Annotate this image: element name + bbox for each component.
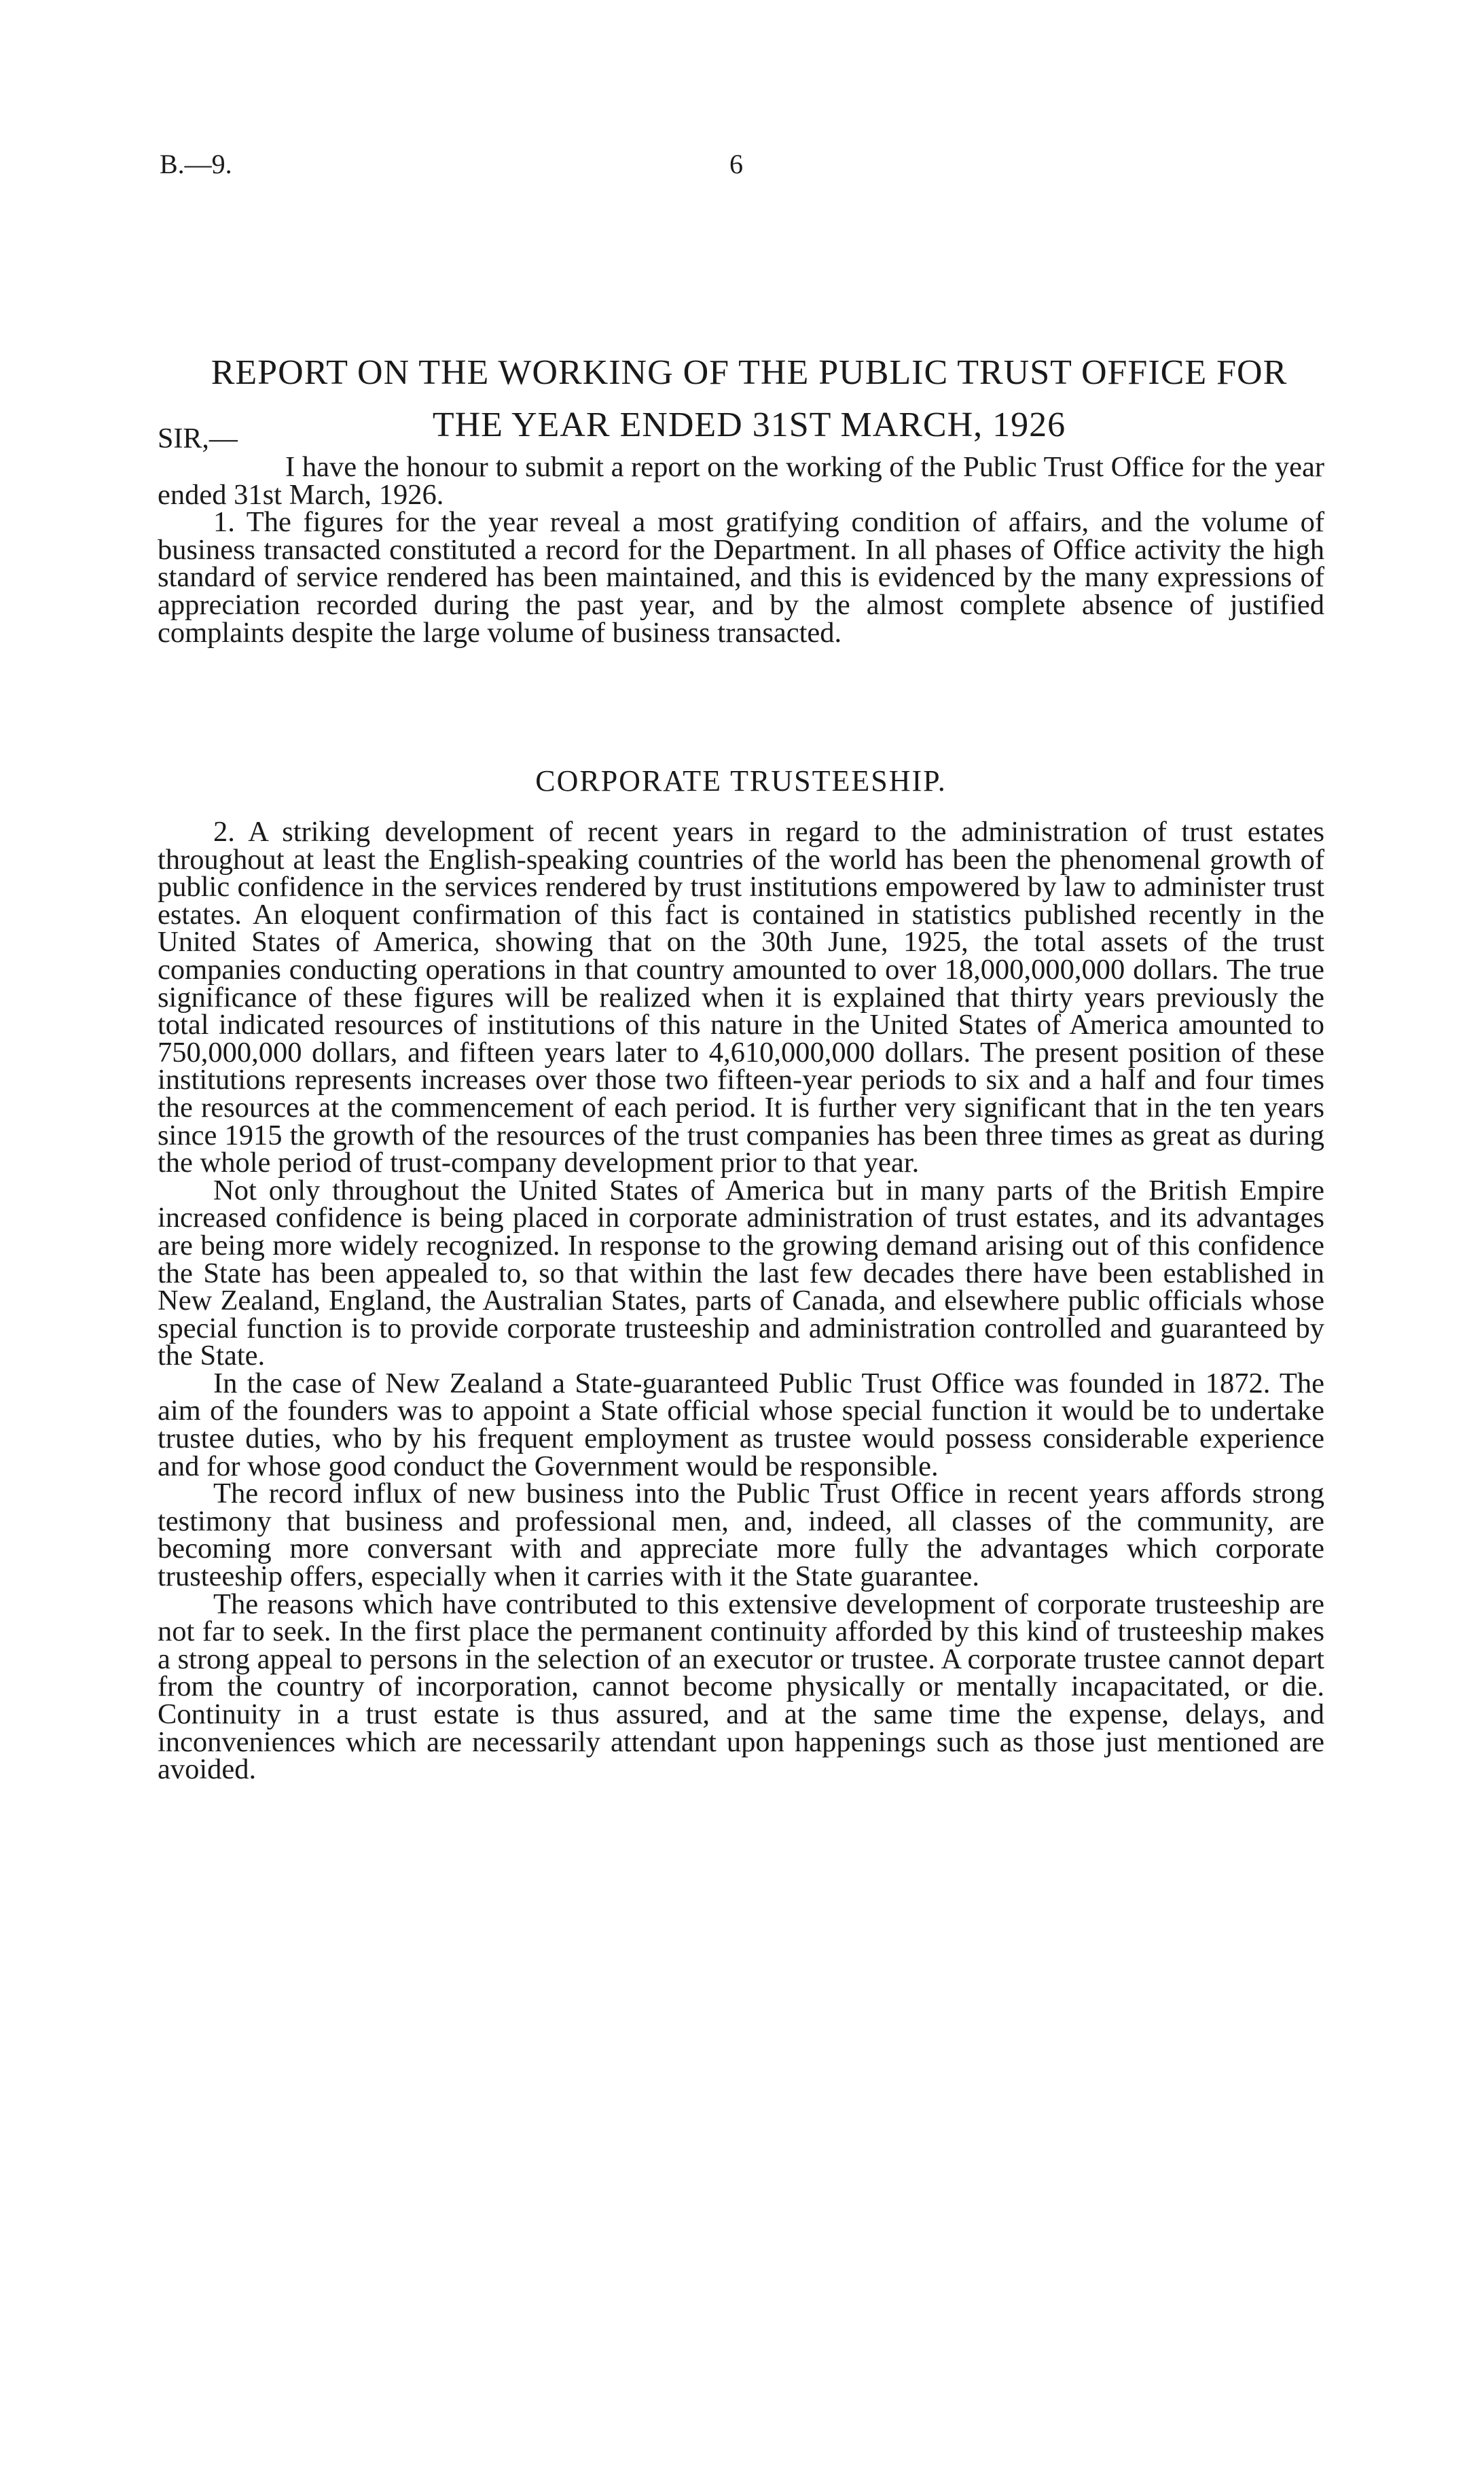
paragraph-2: 2. A striking development of recent years in regard to the administration of trust estates throughout at least the English-speaking countries of the world has been the phenomenal growth of public confidence in the services rendered by trust institutions empowered by law to administer trust estates. An eloquent confirmation of this fact is contained in statistics published recently in the United States of America, showing that on the 30th June, 1925, the total assets of the trust companies conducting operations in that country amounted to over 18,000,000,000 dollars. The true significance of these figures will be realized when it is explained that thirty years previously the total indicated resources of institutions of this nature in the United States of America amounted to 750,000,000 dollars, and fifteen years later to 4,610,000,000 dollars. The present position of these institutions represents increases over those two fifteen-year periods to six and a half and four times the resources at the commencement of each period. It is further very significant that in the ten years since 1915 the growth of the resources of the trust companies has been three times as great as during the whole period of trust-company development prior to that year. bbox=[158, 816, 1324, 1179]
salutation: SIR,— bbox=[158, 423, 238, 454]
corporate-trusteeship-text bbox=[158, 816, 1324, 1786]
report-title: REPORT ON THE WORKING OF THE PUBLIC TRUST OFFICE FOR THE YEAR ENDED 31ST MARCH, 1926 bbox=[211, 353, 1288, 444]
paragraph: Not only throughout the United States of America but in many parts of the British Empire increased confidence is being placed in corporate administration of trust estates, and its advantages are being more widely recognized. In response to the growing demand arising out of this confidence the State has been appealed to, so that within the last few decades there have been established in New Zealand, England, the Australian States, parts of Canada, and elsewhere public officials whose special function is to provide corporate trusteeship and administration controlled and guaranteed by the State. bbox=[158, 1174, 1324, 1372]
document-reference: B.—9. bbox=[160, 149, 232, 179]
page-number: 6 bbox=[729, 149, 743, 179]
paragraph-1: 1. The figures for the year reveal a most gratifying condition of affairs, and the volume of business transacted constituted a record for the Department. In all phases of Office activity the high standard of service rendered has been maintained, and this is evidenced by the many expressions of appreciation recorded during the past year, and by the almost complete absence of justified complaints despite the large volume of business transacted. bbox=[158, 506, 1324, 649]
section-heading: CORPORATE TRUSTEESHIP. bbox=[535, 764, 947, 798]
paragraph: The reasons which have contributed to this extensive development of corporate trusteeship are not far to seek. In the first place the permanent continuity afforded by this kind of trusteeship makes a strong appeal to persons in the selection of an executor or trustee. A corporate trustee cannot depart from the country of incorporation, cannot become physically or mentally incapacitated, or die. Continuity in a trust estate is thus assured, and at the same time the expense, delays, and inconveniences which are necessarily attendant upon happenings such as those just mentioned are avoided. bbox=[158, 1588, 1324, 1786]
intro-text bbox=[158, 451, 1324, 649]
paragraph: The record influx of new business into the Public Trust Office in recent years affords strong testimony that business and professional men, and, indeed, all classes of the community, are becoming more conversant with and appreciate more fully the advantages which corporate trusteeship offers, especially when it carries with it the State guarantee. bbox=[158, 1478, 1324, 1593]
intro-paragraph: I have the honour to submit a report on the working of the Public Trust Office for the year ended 31st March, 1926. bbox=[158, 451, 1324, 511]
paragraph: In the case of New Zealand a State-guaranteed Public Trust Office was founded in 1872. The aim of the founders was to appoint a State official whose special function it would be to undertake trustee duties, who by his frequent employment as trustee would possess considerable experience and for whose good conduct the Government would be responsible. bbox=[158, 1367, 1324, 1482]
